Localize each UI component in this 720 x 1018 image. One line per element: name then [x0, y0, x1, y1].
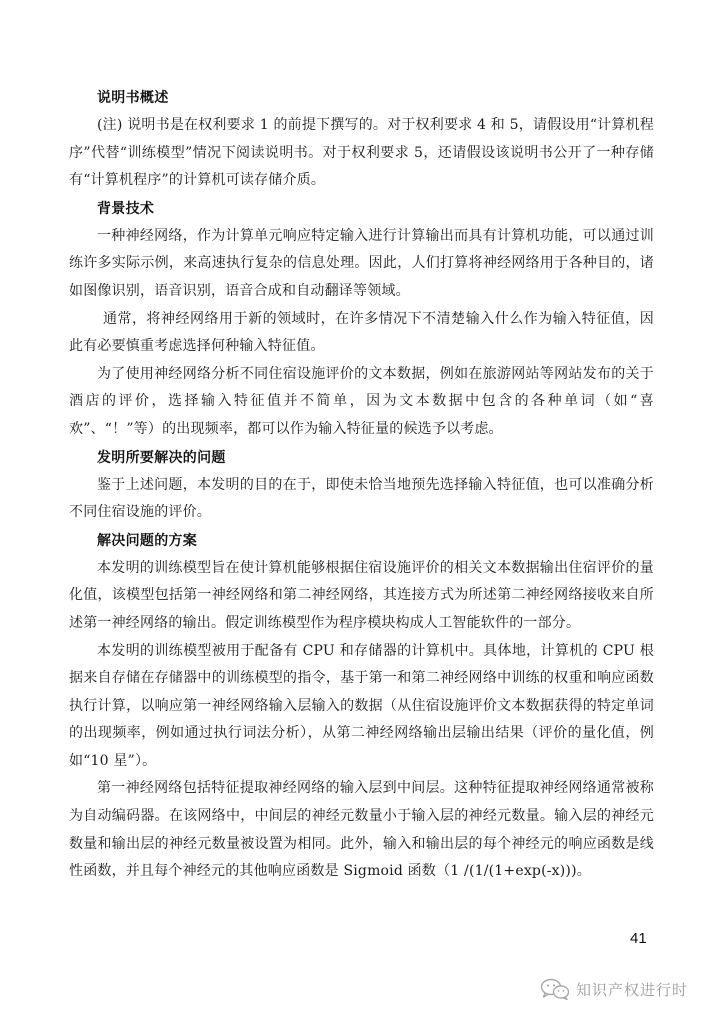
wechat-icon — [540, 977, 570, 1001]
paragraph: 为了使用神经网络分析不同住宿设施评价的文本数据，例如在旅游网站等网站发布的关于酒店的评价，选择输入特征值并不简单，因为文本数据中包含的各种单词（如“喜欢”、“！”等）的出现频率，都可以作为输入特征量的候选予以考虑。 — [69, 365, 654, 437]
paragraph: 一种神经网络，作为计算单元响应特定输入进行计算输出而具有计算机功能，可以通过训练许多实际示例，来高速执行复杂的信息处理。因此，人们打算将神经网络用于各种目的，诸如图像识别，语音识别，语音合成和自动翻译等领域。 — [69, 227, 654, 299]
section-heading-solution: 解决问题的方案 — [97, 532, 198, 549]
section-heading-problem: 发明所要解决的问题 — [97, 449, 226, 466]
paragraph: 本发明的训练模型旨在使计算机能够根据住宿设施评价的相关文本数据输出住宿评价的量化值，该模型包括第一神经网络和第二神经网络，其连接方式为所述第二神经网络接收来自所述第一神经网络的输出。假定训练模型作为程序模块构成人工智能软件的一部分。 — [69, 559, 654, 631]
paragraph: 通常，将神经网络用于新的领域时，在许多情况下不清楚输入什么作为输入特征值，因此有必要慎重考虑选择何种输入特征值。 — [69, 310, 654, 355]
page-number: 41 — [630, 930, 647, 947]
section-heading-background: 背景技术 — [97, 200, 155, 217]
paragraph: 本发明的训练模型被用于配备有 CPU 和存储器的计算机中。具体地，计算机的 CPU 根据来自存储在存储器中的训练模型的指令，基于第一和第二神经网络中训练的权重和响应函数执行计算，以响应第一神经网络输入层输入的数据（从住宿设施评价文本数据获得的特定单词的出现频率，例如通过执行词法分析），从第二神经网络输出层输出结果（评价的量化值，例如“10 星”）。 — [69, 642, 654, 769]
section-heading-overview: 说明书概述 — [97, 90, 169, 106]
paragraph: 鉴于上述问题，本发明的目的在于，即使未恰当地预先选择输入特征值，也可以准确分析不同住宿设施的评价。 — [69, 476, 654, 521]
paragraph: 第一神经网络包括特征提取神经网络的输入层到中间层。这种特征提取神经网络通常被称为自动编码器。在该网络中，中间层的神经元数量小于输入层的神经元数量。输入层的神经元数量和输出层的神经元数量被设置为相同。此外，输入和输出层的每个神经元的响应函数是线性函数，并且每个神经元的其他响应函数是 Sigmoid 函数（1 /(1/(1+exp(-x)))。 — [69, 780, 654, 880]
watermark-text: 知识产权进行时 — [576, 980, 689, 999]
document-body — [69, 84, 654, 886]
watermark — [540, 977, 688, 1001]
paragraph: (注) 说明书是在权利要求 1 的前提下撰写的。对于权利要求 4 和 5，请假设用“计算机程序”代替“训练模型”情况下阅读说明书。对于权利要求 5，还请假设该说明书公开了一种存储有“计算机程序”的计算机可读存储介质。 — [69, 117, 654, 189]
